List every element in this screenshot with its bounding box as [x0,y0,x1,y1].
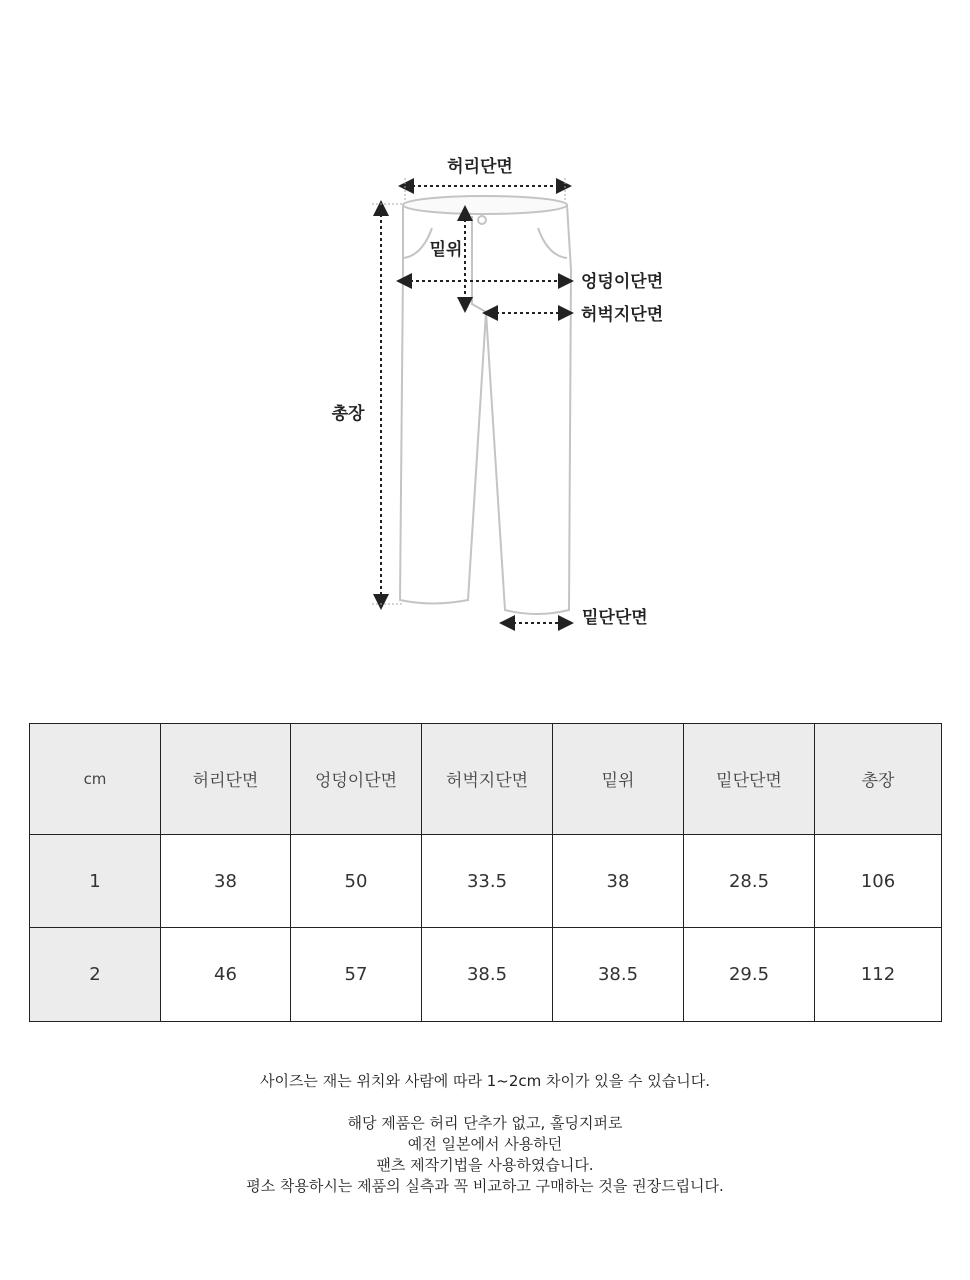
pants-illustration [400,196,571,614]
column-header: 허리단면 [161,724,291,835]
column-header: 허벅지단면 [422,724,553,835]
hip-label: 엉덩이단면 [581,272,664,292]
table-cell: 50 [291,834,422,928]
table-cell: 38.5 [422,928,553,1022]
total-length-label: 총장 [331,404,365,424]
note-line: 평소 착용하시는 제품의 실측과 꼭 비교하고 구매하는 것을 권장드립니다. [246,1177,724,1195]
table-cell: 28.5 [684,834,815,928]
column-header: 엉덩이단면 [291,724,422,835]
table-cell: 112 [815,928,942,1022]
note-line: 해당 제품은 허리 단추가 없고, 홀딩지퍼로 [347,1114,623,1132]
table-header-row [30,724,942,835]
table-cell: 57 [291,928,422,1022]
table-cell: 38.5 [553,928,684,1022]
table-row [30,834,942,928]
table-cell: 38 [161,834,291,928]
size-cell: 1 [30,834,161,928]
table-cell: 106 [815,834,942,928]
column-header: 밑단단면 [684,724,815,835]
thigh-label: 허벅지단면 [581,305,664,325]
hem-label: 밑단단면 [582,608,648,628]
rise-label: 밑위 [429,240,463,260]
size-notes [0,1071,970,1197]
unit-header: cm [30,724,161,835]
waist-label: 허리단면 [447,157,513,177]
column-header: 밑위 [553,724,684,835]
note-line: 예전 일본에서 사용하던 [407,1135,563,1153]
table-cell: 46 [161,928,291,1022]
table-cell: 38 [553,834,684,928]
table-row [30,928,942,1022]
table-cell: 29.5 [684,928,815,1022]
size-table [29,723,942,1022]
note-line: 팬츠 제작기법을 사용하였습니다. [376,1156,594,1174]
size-cell: 2 [30,928,161,1022]
table-cell: 33.5 [422,834,553,928]
note-line: 사이즈는 재는 위치와 사람에 따라 1~2cm 차이가 있을 수 있습니다. [260,1072,710,1090]
column-header: 총장 [815,724,942,835]
